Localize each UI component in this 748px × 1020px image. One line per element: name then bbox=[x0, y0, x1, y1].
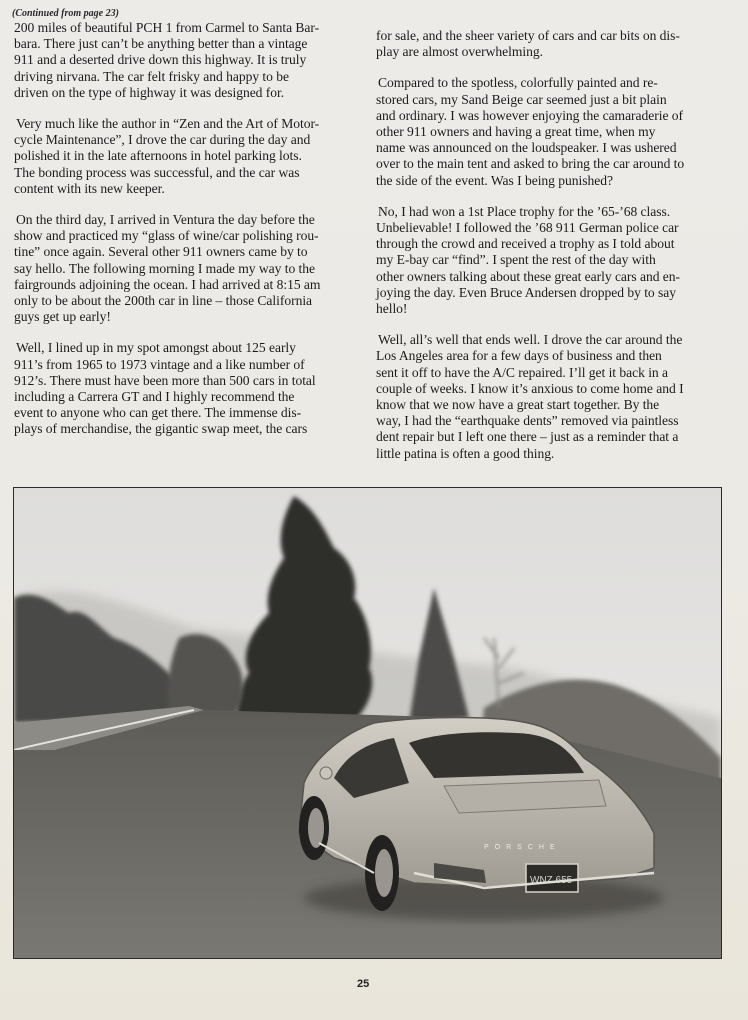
paragraph: On the third day, I arrived in Ventura the day before the show and practiced my “glass of wine/car polishing rou- tine” once again. Several other 911 owners came by to say hello. The following morning I made my way to the fairgrounds adjoining the ocean. I had arrived at 8:15 am only to be about the 200th car in line – those California guys get up early! bbox=[14, 212, 321, 325]
photo-illustration bbox=[14, 488, 721, 958]
paragraph: No, I had won a 1st Place trophy for the ’65-’68 class. Unbelievable! I followed the ’68 911 German police car through the crowd and received a trophy as I told about my E-bay car “find”. I spent the rest of the day with other owners talking about these great early cars and en- joying the day. Even Bruce Andersen dropped by to say hello! bbox=[376, 203, 681, 317]
license-plate-text: WNZ 655 bbox=[530, 875, 573, 886]
right-column bbox=[376, 28, 721, 477]
porsche-badge: PORSCHE bbox=[484, 844, 561, 851]
paragraph: Well, I lined up in my spot amongst about 125 early 911’s from 1965 to 1973 vintage and a like number of 912’s. There must have been more than 500 cars in total including a Carrera GT and I highly recommend the event to anyone who can get there. The immense dis- plays of merchandise, the gigantic swap meet, the cars bbox=[14, 340, 316, 437]
paragraph: Very much like the author in “Zen and the Art of Motor- cycle Maintenance”, I drove the car during the day and polished it in the late afternoons in hotel parking lots. The bonding process was successful, and the car was content with its new keeper. bbox=[14, 116, 320, 196]
continued-note: (Continued from page 23) bbox=[12, 8, 119, 19]
left-column bbox=[14, 20, 358, 453]
paragraph: for sale, and the sheer variety of cars and car bits on dis- play are almost overwhelming. bbox=[376, 28, 680, 60]
paragraph: Compared to the spotless, colorfully painted and re- stored cars, my Sand Beige car seemed just a bit plain and ordinary. I was however enjoying the camaraderie of other 911 owners and having a great time, when my name was announced on the loudspeaker. I was ushered over to the main tent and asked to bring the car around to the side of the event. Was I being punished? bbox=[376, 75, 685, 188]
paragraph: 200 miles of beautiful PCH 1 from Carmel to Santa Bar- bara. There just can’t be anything better than a vintage 911 and a deserted drive down this highway. It is truly driving nirvana. The car felt frisky and happy to be driven on the type of highway it was designed for. bbox=[14, 20, 320, 100]
paragraph: Well, all’s well that ends well. I drove the car around the Los Angeles area for a few days of business and then sent it off to have the A/C repaired. I’ll get it back in a couple of weeks. I know it’s anxious to come home and I know that we now have a great start together. By the way, I had the “earthquake dents” removed via paintless dent repair but I left one there – just as a reminder that a little patina is often a good thing. bbox=[376, 332, 684, 461]
porsche-photo bbox=[13, 487, 722, 959]
page-number: 25 bbox=[357, 978, 370, 990]
side-mirror bbox=[320, 767, 332, 779]
